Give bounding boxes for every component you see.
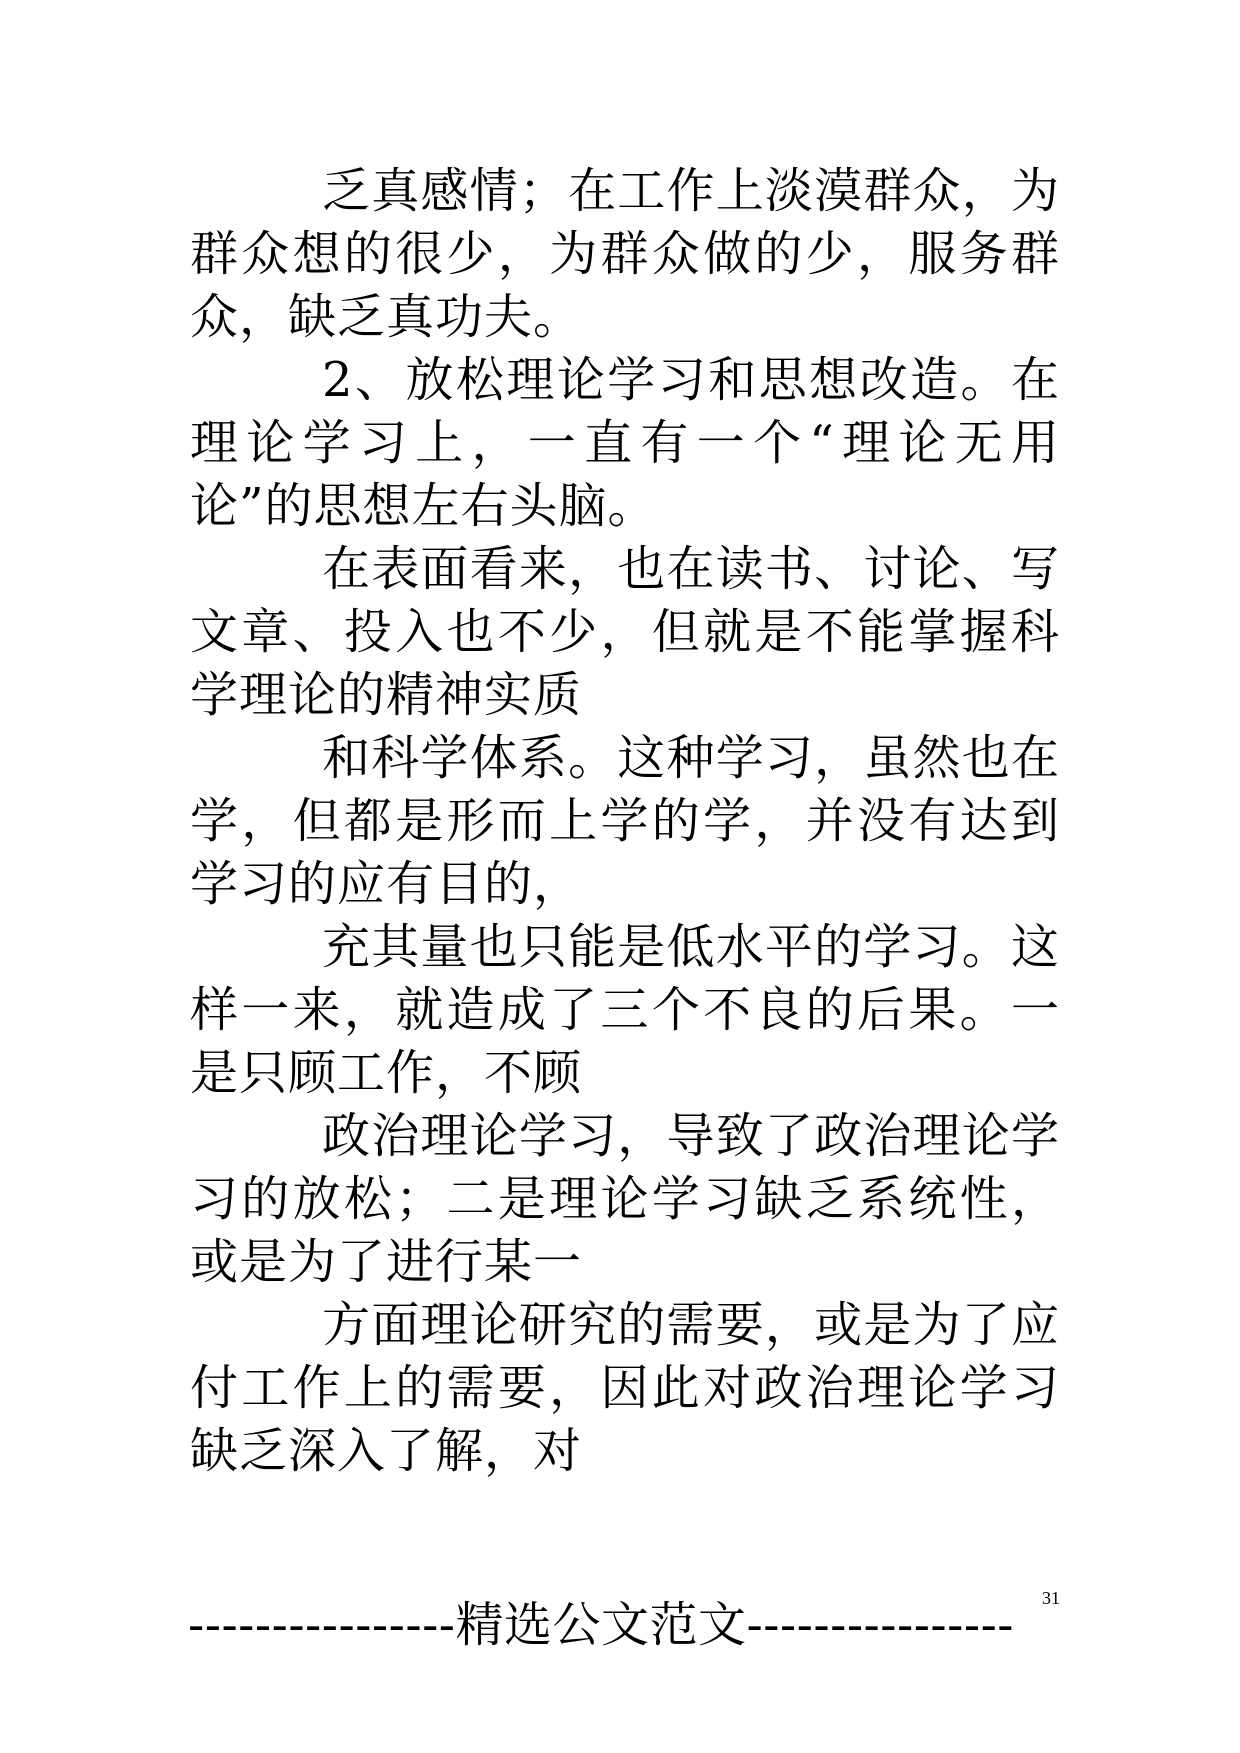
paragraph: 政治理论学习，导致了政治理论学习的放松；二是理论学习缺乏系统性，或是为了进行某一 [190,1108,1060,1290]
footer-title: ----------------精选公文范文---------------- [188,1597,1015,1653]
paragraph: 充其量也只能是低水平的学习。这样一来，就造成了三个不良的后果。一是只顾工作，不顾 [190,919,1060,1101]
document-body [190,160,1060,1483]
paragraph: 和科学体系。这种学习，虽然也在学，但都是形而上学的学，并没有达到学习的应有目的， [190,730,1060,912]
paragraph: 在表面看来，也在读书、讨论、写文章、投入也不少，但就是不能掌握科学理论的精神实质 [190,541,1060,723]
page-number: 31 [1042,1588,1060,1608]
page-footer [180,1588,1060,1665]
paragraph: 乏真感情；在工作上淡漠群众，为群众想的很少，为群众做的少，服务群众，缺乏真功夫。 [190,163,1060,345]
paragraph: 方面理论研究的需要，或是为了应付工作上的需要，因此对政治理论学习缺乏深入了解，对 [190,1297,1060,1479]
paragraph: 2、放松理论学习和思想改造。在理论学习上，一直有一个“理论无用论”的思想左右头脑。 [190,352,1060,534]
